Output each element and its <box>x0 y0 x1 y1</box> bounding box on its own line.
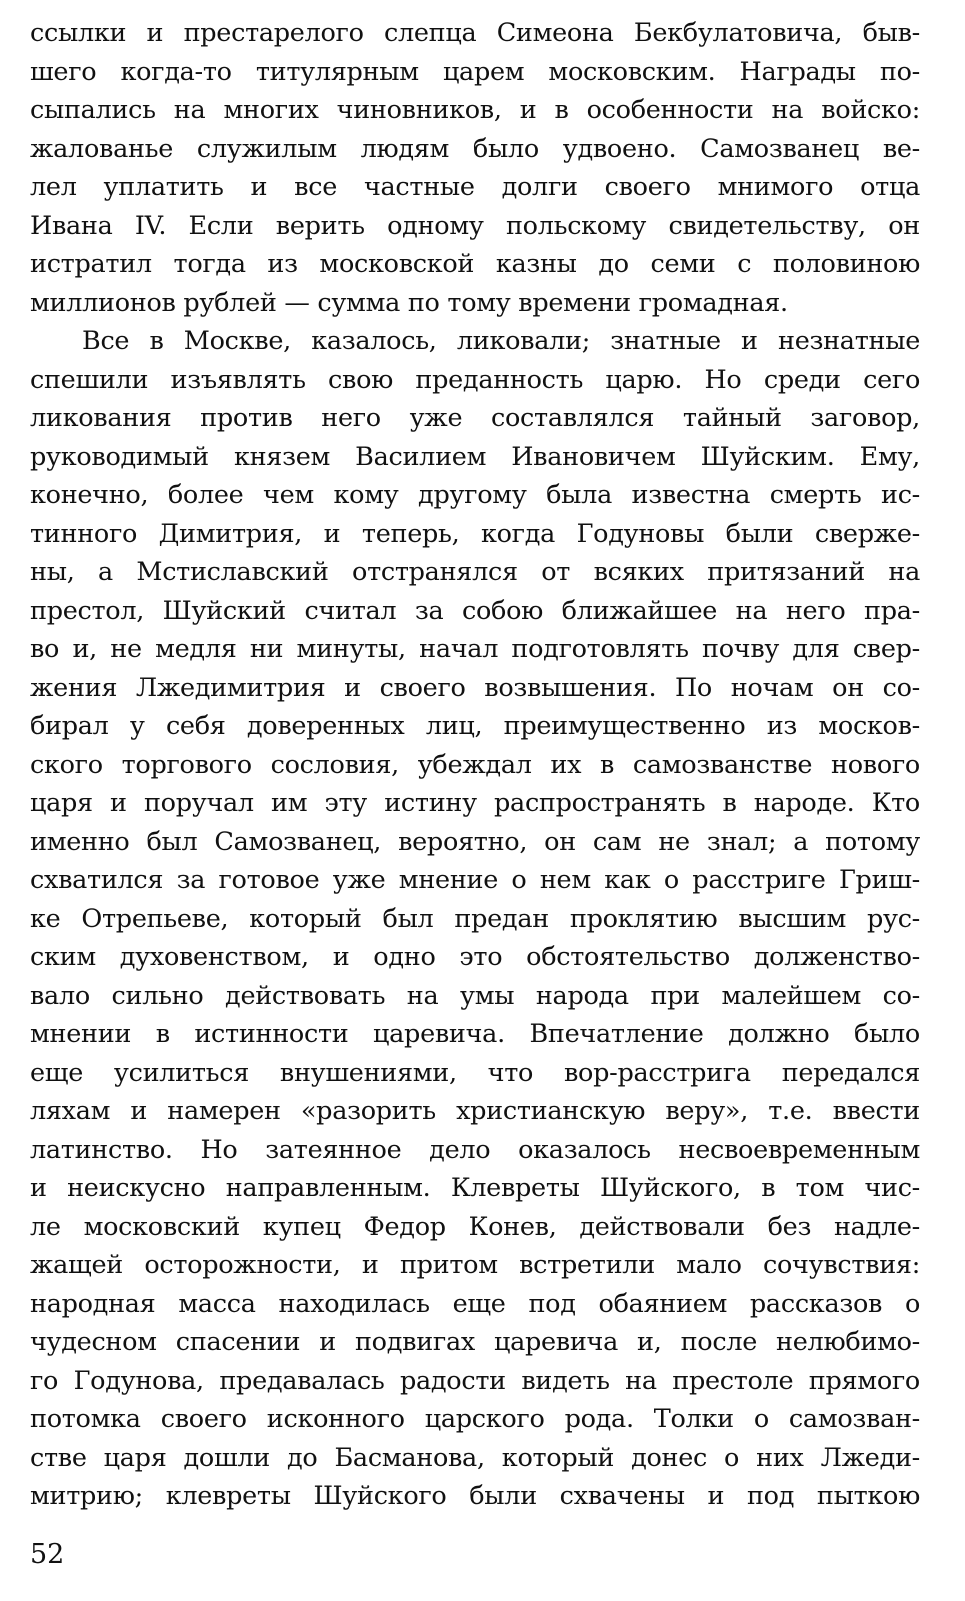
text-line: чудесном спасении и подвигах царевича и, после нелюбимо- <box>30 1327 920 1357</box>
paragraph <box>30 14 920 322</box>
text-line: ны, а Мстиславский отстранялся от всяких притязаний на <box>30 557 920 587</box>
text-line: истратил тогда из московской казны до семи с половиною <box>30 249 920 279</box>
text-line: ским духовенством, и одно это обстоятельство долженство- <box>30 942 920 972</box>
text-line: ского торгового сословия, убеждал их в самозванстве нового <box>30 749 920 780</box>
text-line: потомка своего исконного царского рода. Толки о самозван- <box>30 1404 920 1434</box>
text-line: царя и поручал им эту истину распространять в народе. Кто <box>30 788 920 818</box>
text-line: ке Отрепьеве, который был предан проклятию высшим рус- <box>30 903 920 934</box>
text-line: мнении в истинности царевича. Впечатление должно было <box>30 1019 920 1049</box>
text-line: митрию; клевреты Шуйского были схвачены и под пыткою <box>30 1481 920 1511</box>
body-text <box>30 14 920 1516</box>
text-line: миллионов рублей — сумма по тому времени громадная. <box>30 287 788 318</box>
text-line: жалованье служилым людям было удвоено. Самозванец ве- <box>30 133 920 164</box>
text-line: го Годунова, предавалась радости видеть на престоле прямого <box>30 1365 920 1396</box>
page-number: 52 <box>30 1539 65 1570</box>
text-line: бирал у себя доверенных лиц, преимущественно из москов- <box>30 711 920 741</box>
paragraph <box>30 322 920 1516</box>
text-line: Все в Москве, казалось, ликовали; знатные и незнатные <box>82 326 920 356</box>
text-line: сыпались на многих чиновников, и в особенности на войско: <box>30 95 920 125</box>
text-line: Ивана IV. Если верить одному польскому свидетельству, он <box>30 210 920 241</box>
text-line: и неискусно направленным. Клевреты Шуйского, в том чис- <box>30 1173 920 1203</box>
text-line: именно был Самозванец, вероятно, он сам не знал; а потому <box>30 826 920 857</box>
text-line: спешили изъявлять свою преданность царю. Но среди сего <box>30 364 920 395</box>
text-line: схватился за готовое уже мнение о нем как о расстриге Гриш- <box>30 865 920 895</box>
text-line: лел уплатить и все частные долги своего мнимого отца <box>30 172 920 202</box>
text-line: конечно, более чем кому другому была известна смерть ис- <box>30 480 920 510</box>
text-line: ле московский купец Федор Конев, действовали без надле- <box>30 1211 920 1242</box>
text-line: ляхам и намерен «разорить христианскую веру», т.е. ввести <box>30 1096 920 1126</box>
text-line: тинного Димитрия, и теперь, когда Годуновы были сверже- <box>30 518 920 549</box>
text-line: вало сильно действовать на умы народа при малейшем со- <box>30 980 920 1011</box>
text-line: народная масса находилась еще под обаянием рассказов о <box>30 1288 920 1319</box>
text-line: латинство. Но затеянное дело оказалось несвоевременным <box>30 1134 920 1165</box>
text-line: стве царя дошли до Басманова, который донес о них Лжеди- <box>30 1442 920 1473</box>
text-line: жения Лжедимитрия и своего возвышения. По ночам он со- <box>30 672 920 703</box>
text-line: во и, не медля ни минуты, начал подготовлять почву для свер- <box>30 634 920 664</box>
text-line: престол, Шуйский считал за собою ближайшее на него пра- <box>30 595 920 626</box>
text-line: ссылки и престарелого слепца Симеона Бекбулатовича, быв- <box>30 18 920 48</box>
text-line: руководимый князем Василием Ивановичем Шуйским. Ему, <box>30 441 920 472</box>
text-line: ликования против него уже составлялся тайный заговор, <box>30 403 920 433</box>
text-line: шего когда-то титулярным царем московским. Награды по- <box>30 56 920 87</box>
text-line: жащей осторожности, и притом встретили мало сочувствия: <box>30 1250 920 1280</box>
text-line: еще усилиться внушениями, что вор-расстрига передался <box>30 1057 920 1088</box>
